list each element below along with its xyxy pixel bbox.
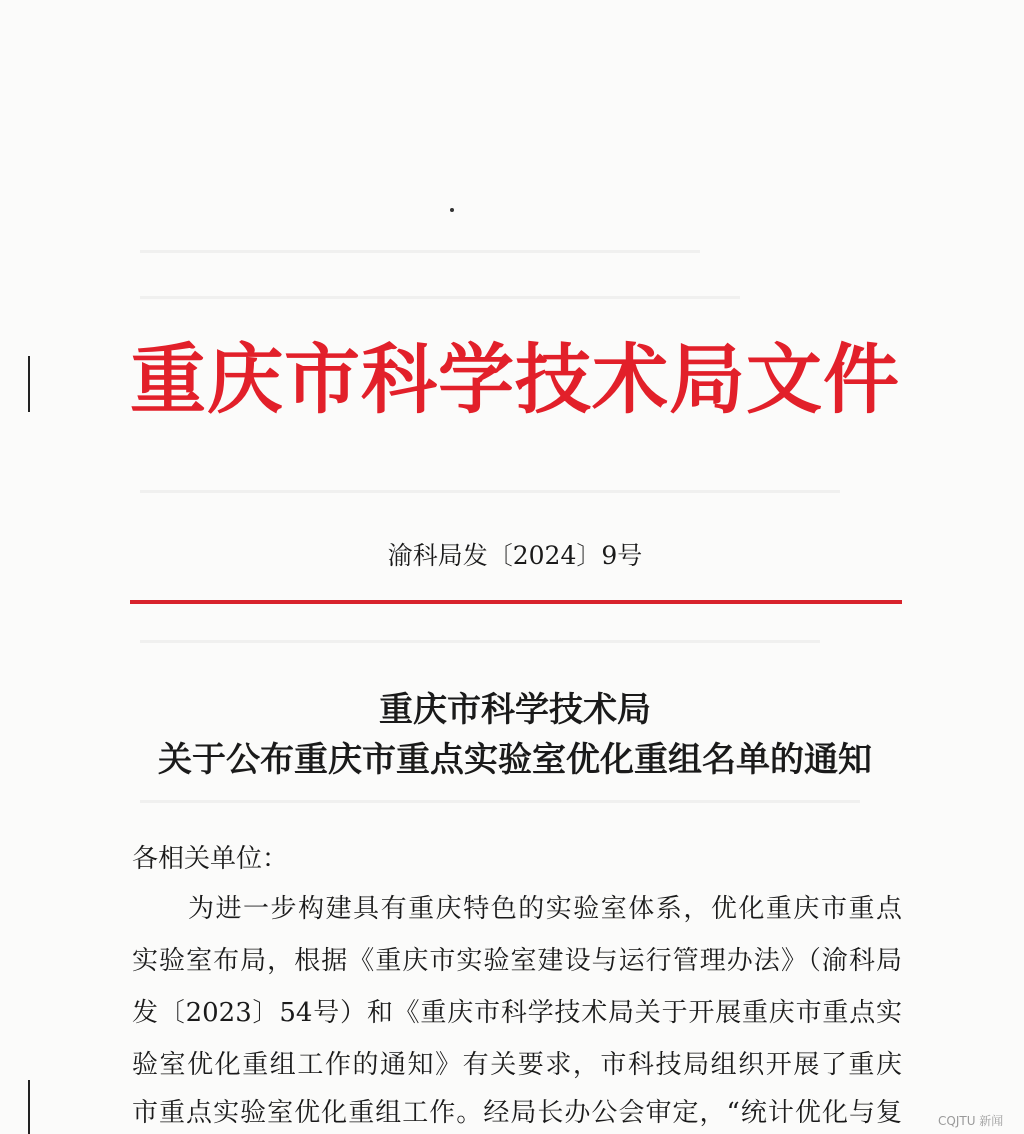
bleed-through bbox=[140, 296, 740, 299]
body-line: 市重点实验室优化重组工作。经局长办公会审定，“统计优化与复 bbox=[132, 1098, 902, 1128]
notice-title-line-1: 重庆市科学技术局 bbox=[379, 690, 651, 730]
binding-mark-top bbox=[28, 356, 30, 412]
body-line: 实验室布局，根据《重庆市实验室建设与运行管理办法》（渝科局 bbox=[132, 946, 902, 976]
watermark: CQJTU 新闻 bbox=[938, 1114, 1004, 1128]
masthead-title: 重庆市科学技术局文件 bbox=[130, 334, 900, 424]
document-number: 渝科局发〔2024〕9号 bbox=[387, 541, 643, 570]
body-line: 验室优化重组工作的通知》有关要求，市科技局组织开展了重庆 bbox=[132, 1050, 902, 1080]
bleed-through bbox=[140, 800, 860, 803]
body-line: 为进一步构建具有重庆特色的实验室体系，优化重庆市重点 bbox=[188, 894, 902, 924]
bleed-through bbox=[140, 250, 700, 253]
red-divider bbox=[130, 600, 902, 604]
salutation: 各相关单位： bbox=[132, 844, 289, 874]
scan-speck bbox=[450, 208, 454, 212]
body-line: 发〔2023〕54号）和《重庆市科学技术局关于开展重庆市重点实 bbox=[132, 998, 902, 1028]
notice-title-line-2: 关于公布重庆市重点实验室优化重组名单的通知 bbox=[158, 740, 872, 780]
bleed-through bbox=[140, 640, 820, 643]
binding-mark-bottom bbox=[28, 1080, 30, 1134]
bleed-through bbox=[140, 490, 840, 493]
